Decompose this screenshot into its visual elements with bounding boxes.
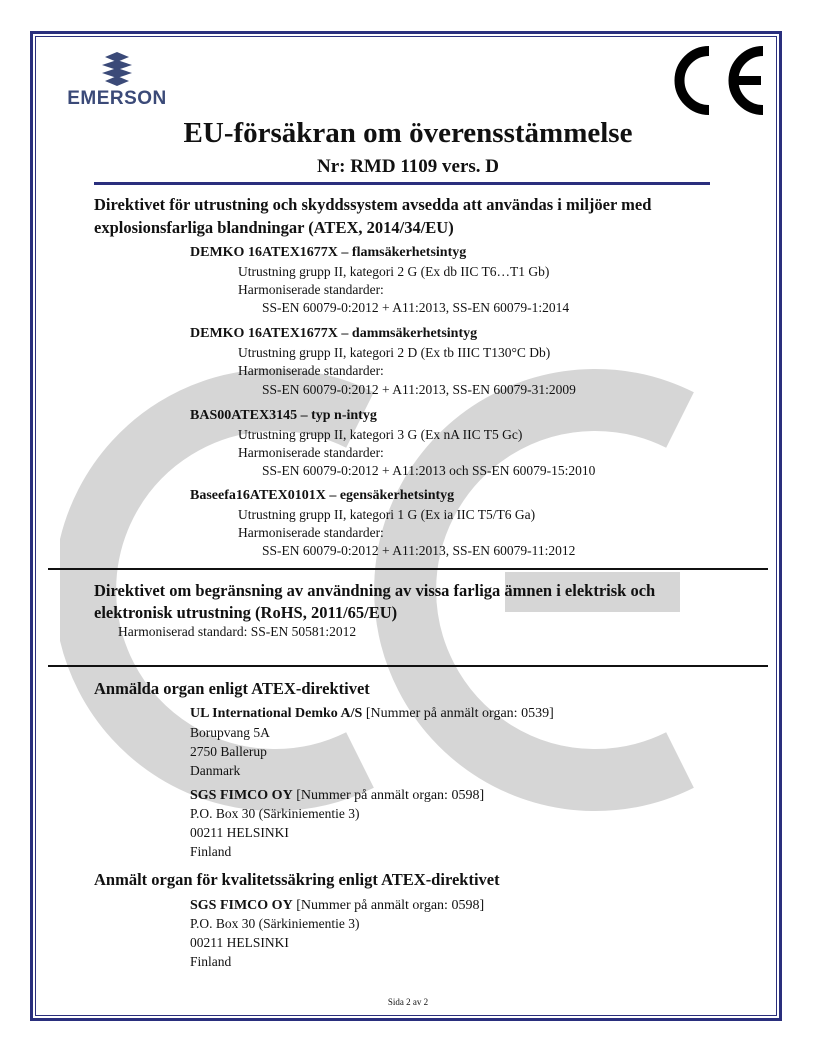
- standards-label: Harmoniserade standarder:: [238, 445, 384, 460]
- standards-list: SS-EN 60079-0:2012 + A11:2013, SS-EN 60079-11:2012: [262, 543, 576, 558]
- body-number: [Nummer på anmält organ: 0598]: [296, 898, 485, 913]
- address-line: Finland: [190, 954, 232, 969]
- standards-label: Harmoniserade standarder:: [238, 525, 384, 540]
- body-number: [Nummer på anmält organ: 0598]: [296, 788, 485, 803]
- standards-list: SS-EN 60079-0:2012 + A11:2013, SS-EN 60079-1:2014: [262, 300, 570, 315]
- section-divider: [48, 568, 768, 570]
- body-name: UL International Demko A/S: [190, 706, 363, 721]
- certificate-title: DEMKO 16ATEX1677X – flamsäkerhetsintyg: [190, 245, 467, 260]
- body-name: SGS FIMCO OY: [190, 788, 293, 803]
- certificate-title: BAS00ATEX3145 – typ n-intyg: [190, 408, 377, 423]
- address-line: 2750 Ballerup: [190, 744, 267, 759]
- certificate-title: Baseefa16ATEX0101X – egensäkerhetsintyg: [190, 488, 455, 503]
- standards-label: Harmoniserade standarder:: [238, 282, 384, 297]
- page-number: Sida 2 av 2: [387, 997, 429, 1007]
- address-line: P.O. Box 30 (Särkiniementie 3): [190, 806, 360, 821]
- ce-mark-icon: [663, 43, 771, 118]
- notified-bodies-heading: Anmälda organ enligt ATEX-direktivet: [94, 679, 370, 698]
- rohs-heading-line1: Direktivet om begränsning av användning av vissa farliga ämnen i elektrisk och: [94, 581, 656, 600]
- certificate-equipment: Utrustning grupp II, kategori 3 G (Ex nA IIC T5 Gc): [238, 427, 523, 442]
- standards-label: Harmoniserade standarder:: [238, 363, 384, 378]
- standards-list: SS-EN 60079-0:2012 + A11:2013 och SS-EN 60079-15:2010: [262, 463, 596, 478]
- certificate-title: DEMKO 16ATEX1677X – dammsäkerhetsintyg: [190, 326, 478, 341]
- title-divider: [94, 182, 710, 185]
- address-line: Danmark: [190, 763, 241, 778]
- emerson-logo: [46, 50, 188, 114]
- quality-body: [190, 898, 484, 914]
- address-line: Finland: [190, 844, 232, 859]
- address-line: P.O. Box 30 (Särkiniementie 3): [190, 916, 360, 931]
- atex-heading-line1: Direktivet för utrustning och skyddssystem avsedda att användas i miljöer med: [94, 195, 652, 214]
- declaration-number: Nr: RMD 1109 vers. D: [316, 156, 500, 177]
- notified-body: [190, 706, 554, 722]
- section-divider: [48, 665, 768, 667]
- address-line: 00211 HELSINKI: [190, 825, 289, 840]
- rohs-heading-line2: elektronisk utrustning (RoHS, 2011/65/EU): [94, 603, 398, 622]
- certificate-equipment: Utrustning grupp II, kategori 2 G (Ex db IIC T6…T1 Gb): [238, 264, 550, 279]
- body-number: [Nummer på anmält organ: 0539]: [365, 706, 554, 721]
- certificate-equipment: Utrustning grupp II, kategori 1 G (Ex ia IIC T5/T6 Ga): [238, 507, 536, 522]
- atex-heading-line2: explosionsfarliga blandningar (ATEX, 2014/34/EU): [94, 218, 454, 237]
- rohs-standard: Harmoniserad standard: SS-EN 50581:2012: [118, 624, 357, 639]
- body-name: SGS FIMCO OY: [190, 898, 293, 913]
- address-line: Borupvang 5A: [190, 725, 270, 740]
- standards-list: SS-EN 60079-0:2012 + A11:2013, SS-EN 60079-31:2009: [262, 382, 576, 397]
- certificate-equipment: Utrustning grupp II, kategori 2 D (Ex tb IIIC T130°C Db): [238, 345, 551, 360]
- notified-body: [190, 788, 484, 804]
- page-title: EU-försäkran om överensstämmelse: [183, 117, 633, 149]
- logo-wordmark: EMERSON: [67, 88, 167, 109]
- quality-body-heading: Anmält organ för kvalitetssäkring enligt ATEX-direktivet: [94, 870, 500, 889]
- address-line: 00211 HELSINKI: [190, 935, 289, 950]
- emerson-logo-icon: [46, 50, 188, 90]
